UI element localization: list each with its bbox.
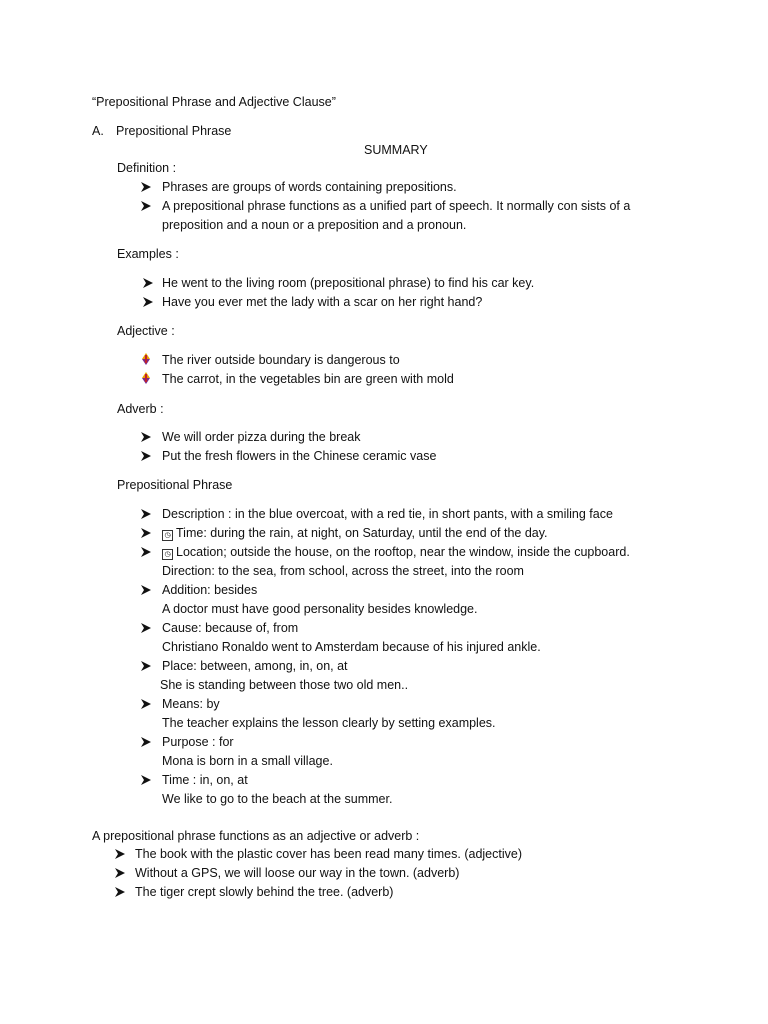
definition-item-continued: preposition and a noun or a preposition and a pronoun. (162, 218, 467, 232)
arrow-bullet-icon (140, 698, 152, 710)
definition-item: A prepositional phrase functions as a unified part of speech. It normally con sists of a (162, 199, 631, 213)
adjective-item: The river outside boundary is dangerous to (162, 353, 400, 367)
adjective-item: The carrot, in the vegetables bin are green with mold (162, 372, 454, 386)
pp-item: Addition: besides (162, 583, 258, 597)
example-item: He went to the living room (prepositional phrase) to find his car key. (162, 276, 535, 290)
pp-item (162, 544, 630, 560)
adjective-heading: Adjective : (117, 324, 175, 338)
pp-item-continued: Direction: to the sea, from school, across the street, into the room (162, 564, 524, 578)
arrow-bullet-icon (140, 527, 152, 539)
function-item: The book with the plastic cover has been read many times. (adjective) (135, 847, 522, 861)
arrow-bullet-icon (140, 200, 152, 212)
clock-glyph-icon: ◷ (162, 549, 173, 560)
diamond-bullet-icon (141, 372, 151, 384)
pp-item-example: We like to go to the beach at the summer. (162, 792, 393, 806)
clock-glyph-icon: ◷ (162, 530, 173, 541)
diamond-bullet-icon (141, 353, 151, 365)
function-item: Without a GPS, we will loose our way in the town. (adverb) (135, 866, 460, 880)
arrow-bullet-icon (114, 867, 126, 879)
adverb-item: We will order pizza during the break (162, 430, 361, 444)
pp-item-example: Mona is born in a small village. (162, 754, 333, 768)
pp-item-example: A doctor must have good personality besides knowledge. (162, 602, 478, 616)
pp-item: Cause: because of, from (162, 621, 299, 635)
arrow-bullet-icon (140, 584, 152, 596)
summary-heading: SUMMARY (364, 143, 428, 157)
pp-item (162, 525, 548, 541)
arrow-bullet-icon (142, 296, 154, 308)
arrow-bullet-icon (142, 277, 154, 289)
pp-item-example: The teacher explains the lesson clearly by setting examples. (162, 716, 496, 730)
pp-item-example: She is standing between those two old men.. (160, 678, 409, 692)
function-heading: A prepositional phrase functions as an adjective or adverb : (92, 829, 420, 843)
arrow-bullet-icon (140, 774, 152, 786)
arrow-bullet-icon (140, 660, 152, 672)
arrow-bullet-icon (114, 886, 126, 898)
arrow-bullet-icon (114, 848, 126, 860)
pp-heading: Prepositional Phrase (117, 478, 233, 492)
arrow-bullet-icon (140, 450, 152, 462)
adverb-heading: Adverb : (117, 402, 164, 416)
pp-item-text: Location; outside the house, on the rooftop, near the window, inside the cupboard. (176, 545, 630, 559)
definition-heading: Definition : (117, 161, 177, 175)
pp-item: Means: by (162, 697, 220, 711)
examples-heading: Examples : (117, 247, 179, 261)
pp-item-text: Time: during the rain, at night, on Saturday, until the end of the day. (176, 526, 548, 540)
pp-item: Description : in the blue overcoat, with a red tie, in short pants, with a smiling face (162, 507, 613, 521)
arrow-bullet-icon (140, 508, 152, 520)
example-item: Have you ever met the lady with a scar on her right hand? (162, 295, 483, 309)
section-a-title: Prepositional Phrase (116, 124, 232, 138)
adverb-item: Put the fresh flowers in the Chinese ceramic vase (162, 449, 437, 463)
function-item: The tiger crept slowly behind the tree. (adverb) (135, 885, 394, 899)
pp-item: Time : in, on, at (162, 773, 248, 787)
arrow-bullet-icon (140, 546, 152, 558)
arrow-bullet-icon (140, 181, 152, 193)
definition-item: Phrases are groups of words containing prepositions. (162, 180, 457, 194)
document-title: “Prepositional Phrase and Adjective Clause” (92, 95, 336, 109)
arrow-bullet-icon (140, 622, 152, 634)
pp-item: Place: between, among, in, on, at (162, 659, 348, 673)
pp-item-example: Christiano Ronaldo went to Amsterdam because of his injured ankle. (162, 640, 541, 654)
arrow-bullet-icon (140, 736, 152, 748)
section-a-marker: A. (92, 124, 104, 138)
arrow-bullet-icon (140, 431, 152, 443)
pp-item: Purpose : for (162, 735, 234, 749)
